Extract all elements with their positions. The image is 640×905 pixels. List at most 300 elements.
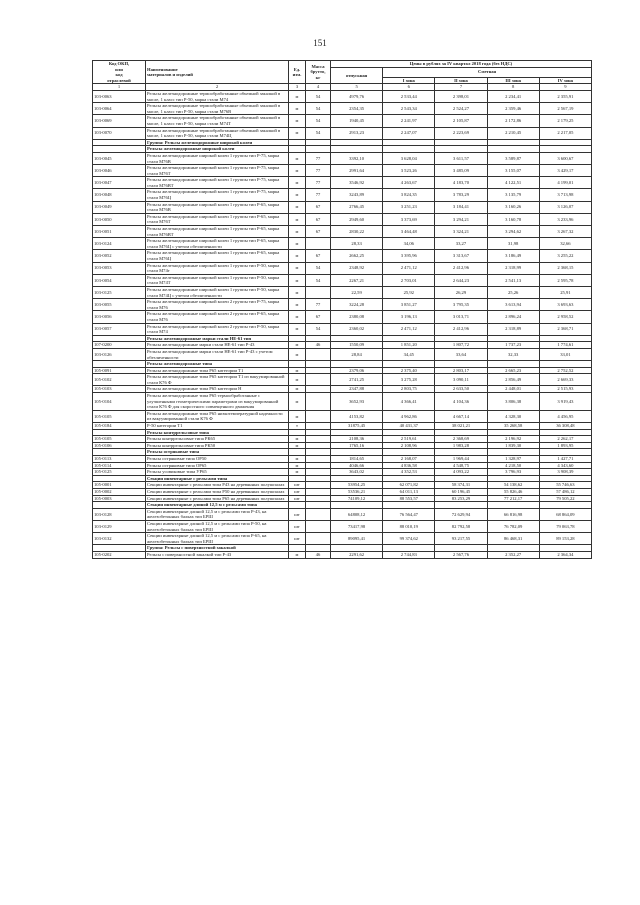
mass-cell [306,436,331,443]
zone-price-cell: 3 184,41 [435,201,487,213]
code-cell: 105-0002 [93,488,146,495]
zone-price-cell: 2 318,89 [487,323,539,335]
table-row [93,299,592,311]
table-row [93,436,592,443]
code-cell: 105-0103 [93,386,146,393]
table-row [93,488,592,495]
empty-cell [487,146,539,153]
unit-cell: м [289,456,306,463]
zone-price-cell: 1 427,71 [539,456,591,463]
empty-cell [487,335,539,342]
name-cell: Рельсы железнодорожные типа Р65 категории Т1 [146,367,289,374]
zone-price-cell: 4 456,95 [539,410,591,422]
release-price-cell: 2267,21 [331,274,383,286]
release-price-cell: 2108,36 [331,436,383,443]
zone-price-cell: 2 471,12 [383,262,435,274]
header-code: Код ОКП, или код отраслевой [93,61,146,84]
empty-cell [539,449,591,456]
unit-cell: шт [289,488,306,495]
unit-cell: м [289,213,306,225]
table-row [93,442,592,449]
unit-cell: м [289,442,306,449]
zone-price-cell: 55 826,46 [487,488,539,495]
zone-price-cell: 3 233,96 [539,213,591,225]
zone-price-cell: 2 644,23 [435,274,487,286]
group-code-cell [93,335,146,342]
mass-cell: 54 [306,127,331,139]
zone-price-cell: 3 851,27 [383,299,435,311]
zone-price-cell: 62 071,82 [383,482,435,489]
release-price-cell: 28,84 [331,348,383,360]
empty-cell [289,429,306,436]
mass-cell [306,533,331,545]
table-row [93,274,592,286]
zone-price-cell: 3 824,35 [383,189,435,201]
code-cell: 103-0126 [93,348,146,360]
group-title: Рельсы остряковые типа [146,449,289,456]
unit-cell: шт [289,520,306,532]
table-row [93,165,592,177]
release-price-cell: 3652,93 [331,393,383,411]
name-cell: Рельсы остряковые типа ОР65 [146,462,289,469]
code-cell: 105-0114 [93,462,146,469]
zone-price-cell: 3 160,78 [487,213,539,225]
group-code-cell [93,475,146,482]
code-cell: 103-0129 [93,520,146,532]
name-cell: Рельсы железнодорожные термообработанные объемной закалкой в масле, 1 класс тип Р-50, марка стали М74Т [146,115,289,127]
name-cell: Секции инвентарные длиной 12,5 м с рельсами типа Р-50, на железобетонных балках тип БРШ [146,520,289,532]
mass-cell: 54 [306,323,331,335]
release-price-cell: 2741,25 [331,374,383,386]
code-cell: 105-0105 [93,436,146,443]
empty-cell [383,361,435,368]
group-title: Рельсы контррельсовые типа [146,429,289,436]
zone-price-cell: 32,33 [487,348,539,360]
zone-price-cell: 4 183,70 [435,177,487,189]
zone-price-cell: 4 366,41 [383,393,435,411]
zone-price-cell: 88 553,57 [383,495,435,502]
release-price-cell: 3392,10 [331,152,383,164]
group-row [93,475,592,482]
zone-price-cell: 33,64 [435,348,487,360]
empty-cell [435,146,487,153]
unit-cell: т [289,423,306,430]
release-price-cell: 4979,76 [331,90,383,102]
release-price-cell: 31875,45 [331,423,383,430]
unit-cell: м [289,103,306,115]
zone-price-cell: 2 567,19 [539,103,591,115]
zone-price-cell: 33,27 [435,238,487,250]
name-cell: Рельсы железнодорожные марки стали НЕ-61 тип Р-43 [146,342,289,349]
release-price-cell: 53536,21 [331,488,383,495]
group-title: Секции инвентарные с рельсами типа [146,475,289,482]
empty-cell [487,429,539,436]
empty-cell [306,429,331,436]
code-cell: 103-0064 [93,103,146,115]
empty-cell [435,502,487,509]
table-body [93,90,592,558]
empty-cell [487,449,539,456]
zone-price-cell: 4 263,67 [383,177,435,189]
release-price-cell: 1940,45 [331,115,383,127]
column-index: 4 [306,84,331,91]
column-index: 6 [383,84,435,91]
zone-price-cell: 38 021,21 [435,423,487,430]
zone-price-cell: 2 368,71 [539,323,591,335]
empty-cell [289,475,306,482]
code-cell: 103-0132 [93,533,146,545]
mass-cell [306,286,331,298]
empty-cell [383,146,435,153]
empty-cell [331,475,383,482]
code-cell: 103-0069 [93,115,146,127]
mass-cell [306,462,331,469]
empty-cell [435,449,487,456]
zone-price-cell: 1 807,72 [435,342,487,349]
unit-cell: м [289,348,306,360]
table-row [93,508,592,520]
zone-price-cell: 2 703,01 [383,274,435,286]
release-price-cell: 2662,25 [331,250,383,262]
zone-price-cell: 3 523,26 [383,165,435,177]
table-row [93,495,592,502]
zone-price-cell: 72 629,94 [435,508,487,520]
code-cell: 103-0050 [93,213,146,225]
unit-cell: м [289,262,306,274]
column-index: 7 [435,84,487,91]
zone-price-cell: 2 803,17 [435,367,487,374]
unit-cell: м [289,274,306,286]
release-price-cell: 2380,08 [331,311,383,323]
zone-price-cell: 4 328,30 [487,410,539,422]
zone-price-cell: 2 398,01 [435,90,487,102]
code-cell: 103-0128 [93,508,146,520]
group-title: Рельсы железнодорожные марки стали НЕ-61 тип [146,335,289,342]
group-code-cell [93,429,146,436]
name-cell: Рельсы железнодорожные широкой колеи 1 группы тип Р-50, марка стали М74т [146,262,289,274]
zone-price-cell: 2 359,46 [487,103,539,115]
table-row [93,250,592,262]
group-row [93,361,592,368]
zone-price-cell: 26,29 [435,286,487,298]
table-row [93,469,592,476]
code-cell: 103-0056 [93,311,146,323]
zone-price-cell: 2 234,41 [487,90,539,102]
empty-cell [289,139,306,146]
group-code-cell [93,449,146,456]
zone-price-cell: 86 468,31 [487,533,539,545]
zone-price-cell: 4 548,75 [435,462,487,469]
group-row [93,335,592,342]
price-table [92,60,592,559]
zone-price-cell: 3 395,96 [383,250,435,262]
zone-price-cell: 25,26 [487,286,539,298]
mass-cell [306,488,331,495]
zone-price-cell: 3 013,71 [435,311,487,323]
mass-cell: 77 [306,177,331,189]
mass-cell [306,367,331,374]
name-cell: Рельсы железнодорожные широкой колеи 2 группы тип Р-50, марка стали М74 [146,323,289,335]
empty-cell [306,545,331,552]
name-cell: Рельсы контррельсовые типа РК65 [146,436,289,443]
unit-cell: м [289,189,306,201]
zone-price-cell: 2 223,69 [435,127,487,139]
name-cell: Рельсы остряковые типа ОР50 [146,456,289,463]
table-row [93,342,592,349]
zone-price-cell: 3 806,38 [487,393,539,411]
code-cell: 103-0055 [93,299,146,311]
unit-cell: м [289,436,306,443]
zone-price-cell: 4 352,53 [383,469,435,476]
unit-cell: м [289,393,306,411]
code-cell: 103-0045 [93,152,146,164]
mass-cell: 77 [306,165,331,177]
empty-cell [435,475,487,482]
empty-cell [331,502,383,509]
release-price-cell: 1550,09 [331,342,383,349]
unit-cell: шт [289,495,306,502]
empty-cell [435,139,487,146]
mass-cell: 54 [306,103,331,115]
table-row [93,482,592,489]
code-cell: 103-0046 [93,165,146,177]
group-row [93,139,592,146]
zone-price-cell: 3 196,13 [383,311,435,323]
name-cell: Рельсы железнодорожные широкой колеи 1 группы тип Р-65, марка стали М76Т [146,213,289,225]
name-cell: Секции инвентарные с рельсами типа Р65 на деревянных полушпалах [146,495,289,502]
zone-price-cell: 2 412,96 [435,262,487,274]
zone-price-cell: 3 908,39 [539,469,591,476]
empty-cell [383,335,435,342]
empty-cell [435,335,487,342]
zone-price-cell: 33,01 [539,348,591,360]
zone-price-cell: 2 541,13 [487,274,539,286]
table-row [93,311,592,323]
name-cell: Секции инвентарные с рельсами типа Р50 на деревянных полушпалах [146,488,289,495]
empty-cell [306,449,331,456]
release-price-cell: 53954,25 [331,482,383,489]
zone-price-cell: 2 448,01 [487,386,539,393]
mass-cell: 54 [306,90,331,102]
zone-price-cell: 57 486,12 [539,488,591,495]
header-smetnaya: Сметная [383,67,592,77]
zone-price-cell: 2 412,96 [435,323,487,335]
table-row [93,533,592,545]
unit-cell: м [289,127,306,139]
group-title: Группа: Рельсы железнодорожные широкой колеи [146,139,289,146]
zone-price-cell: 88 010,19 [383,520,435,532]
code-cell: 105-0003 [93,495,146,502]
zone-price-cell: 2 471,12 [383,323,435,335]
code-cell: 103-0124 [93,238,146,250]
zone-price-cell: 2 595,78 [539,274,591,286]
zone-price-cell: 4 667,14 [435,410,487,422]
zone-price-cell: 2 368,15 [539,262,591,274]
empty-cell [306,335,331,342]
empty-cell [383,139,435,146]
empty-cell [289,545,306,552]
zone-price-cell: 2 744,83 [383,551,435,558]
table-row [93,348,592,360]
mass-cell: 46 [306,551,331,558]
empty-cell [539,335,591,342]
release-price-cell: 22,59 [331,286,383,298]
zone-price-cell: 3 485,09 [435,165,487,177]
group-code-cell [93,502,146,509]
code-cell: 103-0052 [93,250,146,262]
mass-cell: 46 [306,342,331,349]
unit-cell: шт [289,533,306,545]
mass-cell [306,393,331,411]
unit-cell: м [289,226,306,238]
zone-price-cell: 1 737,23 [487,342,539,349]
zone-price-cell: 1 983,28 [435,442,487,449]
zone-price-cell: 3 251,23 [383,201,435,213]
table-row [93,115,592,127]
zone-price-cell: 64 011,13 [383,488,435,495]
unit-cell: м [289,462,306,469]
empty-cell [331,545,383,552]
zone-price-cell: 3 795,35 [435,299,487,311]
name-cell: Рельсы усовиковые типа УР65 [146,469,289,476]
column-index: 8 [487,84,539,91]
zone-price-cell: 4 218,50 [487,462,539,469]
group-row [93,545,592,552]
release-price-cell: 2348,92 [331,262,383,274]
empty-cell [435,361,487,368]
empty-cell [539,545,591,552]
table-row [93,262,592,274]
release-price-cell: 4046,66 [331,462,383,469]
mass-cell: 67 [306,226,331,238]
unit-cell: м [289,367,306,374]
mass-cell: 77 [306,152,331,164]
zone-price-cell: 2 524,27 [435,103,487,115]
zone-price-cell: 2 210,45 [487,127,539,139]
empty-cell [539,429,591,436]
zone-price-cell: 3 255,22 [539,250,591,262]
header-price-title: Цены в рублях за IV квартал 2018 года (без НДС) [331,61,592,68]
unit-cell: м [289,323,306,335]
zone-price-cell: 2 958,52 [539,311,591,323]
zone-price-cell: 89 153,28 [539,533,591,545]
zone-price-cell: 2 179,25 [539,115,591,127]
name-cell: Рельсы железнодорожные широкой колеи 1 группы тип Р-50, марка стали М74Т [146,274,289,286]
header-zone-3: III зона [487,77,539,84]
table-row [93,286,592,298]
header-zone-2: II зона [435,77,487,84]
group-title: Рельсы железнодорожные широкой колеи [146,146,289,153]
empty-cell [487,502,539,509]
mass-cell: 77 [306,189,331,201]
mass-cell [306,482,331,489]
unit-cell: м [289,342,306,349]
table-row [93,226,592,238]
mass-cell: 54 [306,274,331,286]
mass-cell: 67 [306,213,331,225]
release-price-cell: 89095,41 [331,533,383,545]
name-cell: Рельсы железнодорожные широкой колеи 1 группы тип Р-75, марка стали М76В [146,152,289,164]
zone-price-cell: 77 212,17 [487,495,539,502]
zone-price-cell: 2 364,34 [539,551,591,558]
zone-price-cell: 2 247,07 [383,127,435,139]
table-row [93,551,592,558]
zone-price-cell: 3 600,67 [539,152,591,164]
zone-price-cell: 2 262,17 [539,436,591,443]
code-cell: 103-0053 [93,262,146,274]
zone-price-cell: 1 774,61 [539,342,591,349]
zone-price-cell: 2 368,69 [435,436,487,443]
name-cell: Рельсы железнодорожные термообработанные объемной закалкой в масле, 1 класс тип Р-50, марка стали М76В [146,103,289,115]
release-price-cell: 1765,16 [331,442,383,449]
code-cell: 103-0049 [93,201,146,213]
zone-price-cell: 58 374,31 [435,482,487,489]
release-price-cell: 2830,22 [331,226,383,238]
table-row [93,374,592,386]
zone-price-cell: 2 375,40 [383,367,435,374]
zone-price-cell: 3 090,11 [435,374,487,386]
table-row [93,456,592,463]
zone-price-cell: 2 669,33 [539,374,591,386]
header-mass: Масса брутто, кг [306,61,331,84]
group-row [93,502,592,509]
code-cell: 105-0104 [93,393,146,411]
group-row [93,146,592,153]
name-cell: Рельсы железнодорожные широкой колеи 1 группы тип Р-65, марка стали М76ВТ [146,226,289,238]
code-cell: 105-0091 [93,367,146,374]
zone-price-cell: 4 962,86 [383,410,435,422]
empty-cell [383,449,435,456]
unit-cell: м [289,177,306,189]
group-title: Рельсы железнодорожные типа [146,361,289,368]
zone-price-cell: 2 196,92 [487,436,539,443]
table-row [93,386,592,393]
empty-cell [539,475,591,482]
zone-price-cell: 3 155,07 [487,165,539,177]
zone-price-cell: 2 168,07 [383,456,435,463]
zone-price-cell: 79 505,22 [539,495,591,502]
name-cell: Рельсы железнодорожные термообработанные объемной закалкой в масле, 1 класс тип Р-50, марка стали М74 [146,90,289,102]
zone-price-cell: 1 328,97 [487,456,539,463]
unit-cell: м [289,90,306,102]
group-code-cell [93,545,146,552]
unit-cell: м [289,311,306,323]
table-row [93,127,592,139]
zone-price-cell: 2 856,49 [487,374,539,386]
table-row [93,90,592,102]
zone-price-cell: 2 567,76 [435,551,487,558]
mass-cell: 77 [306,299,331,311]
column-index: 5 [331,84,383,91]
zone-price-cell: 2 803,75 [383,386,435,393]
unit-cell: м [289,115,306,127]
mass-cell: 54 [306,115,331,127]
table-row [93,367,592,374]
zone-price-cell: 68 864,09 [539,508,591,520]
zone-price-cell: 4 104,36 [435,393,487,411]
name-cell: Рельсы железнодорожные широкой колеи 2 группы тип Р-75, марка стали М76 [146,299,289,311]
release-price-cell: 28,33 [331,238,383,250]
column-index: 3 [289,84,306,91]
table-row [93,213,592,225]
empty-cell [383,475,435,482]
table-row [93,189,592,201]
mass-cell [306,374,331,386]
mass-cell [306,495,331,502]
header-zone-4: IV зона [539,77,591,84]
zone-price-cell: 4 199,01 [539,177,591,189]
empty-cell [306,502,331,509]
